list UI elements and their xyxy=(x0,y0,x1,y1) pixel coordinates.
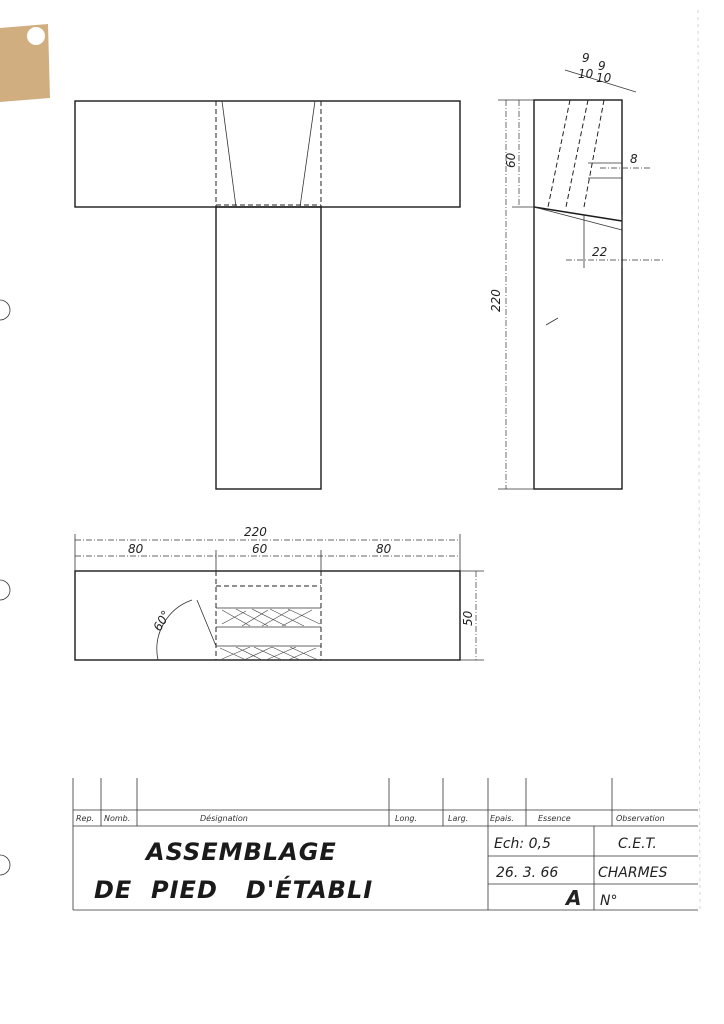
dim-side-10a: 10 xyxy=(578,67,594,81)
number-label: N° xyxy=(600,893,618,909)
dim-top-angle: 60° xyxy=(150,608,174,634)
dim-top-220: 220 xyxy=(244,525,267,539)
dim-side-22: 22 xyxy=(592,245,608,259)
dim-top-50: 50 xyxy=(461,610,475,626)
header-epais: Epais. xyxy=(490,814,514,823)
dim-top-80-left: 80 xyxy=(128,542,144,556)
header-nomb: Nomb. xyxy=(104,814,131,823)
scale-value: Ech: 0,5 xyxy=(494,836,551,852)
dim-side-8: 8 xyxy=(630,152,638,166)
drawing-title-line2: DE PIED D'ÉTABLI xyxy=(94,876,374,904)
dim-side-60: 60 xyxy=(504,152,518,168)
town-value: CHARMES xyxy=(598,865,668,881)
header-long: Long. xyxy=(395,814,418,823)
date-value: 26. 3. 66 xyxy=(496,865,559,881)
header-essence: Essence xyxy=(538,814,571,823)
header-observation: Observation xyxy=(616,814,665,823)
header-larg: Larg. xyxy=(448,814,469,823)
dim-side-220: 220 xyxy=(489,289,503,312)
sheet-letter: A xyxy=(566,886,582,910)
header-rep: Rep. xyxy=(76,814,95,823)
dim-side-10b: 10 xyxy=(596,71,612,85)
header-designation: Désignation xyxy=(200,814,248,823)
dim-top-60: 60 xyxy=(252,542,268,556)
org-value: C.E.T. xyxy=(618,836,657,852)
dim-side-9a: 9 xyxy=(582,51,590,65)
punch-hole xyxy=(27,27,45,45)
drawing-title-line1: ASSEMBLAGE xyxy=(146,838,337,866)
dim-side-9b: 9 xyxy=(598,59,606,73)
dim-top-80-right: 80 xyxy=(376,542,392,556)
